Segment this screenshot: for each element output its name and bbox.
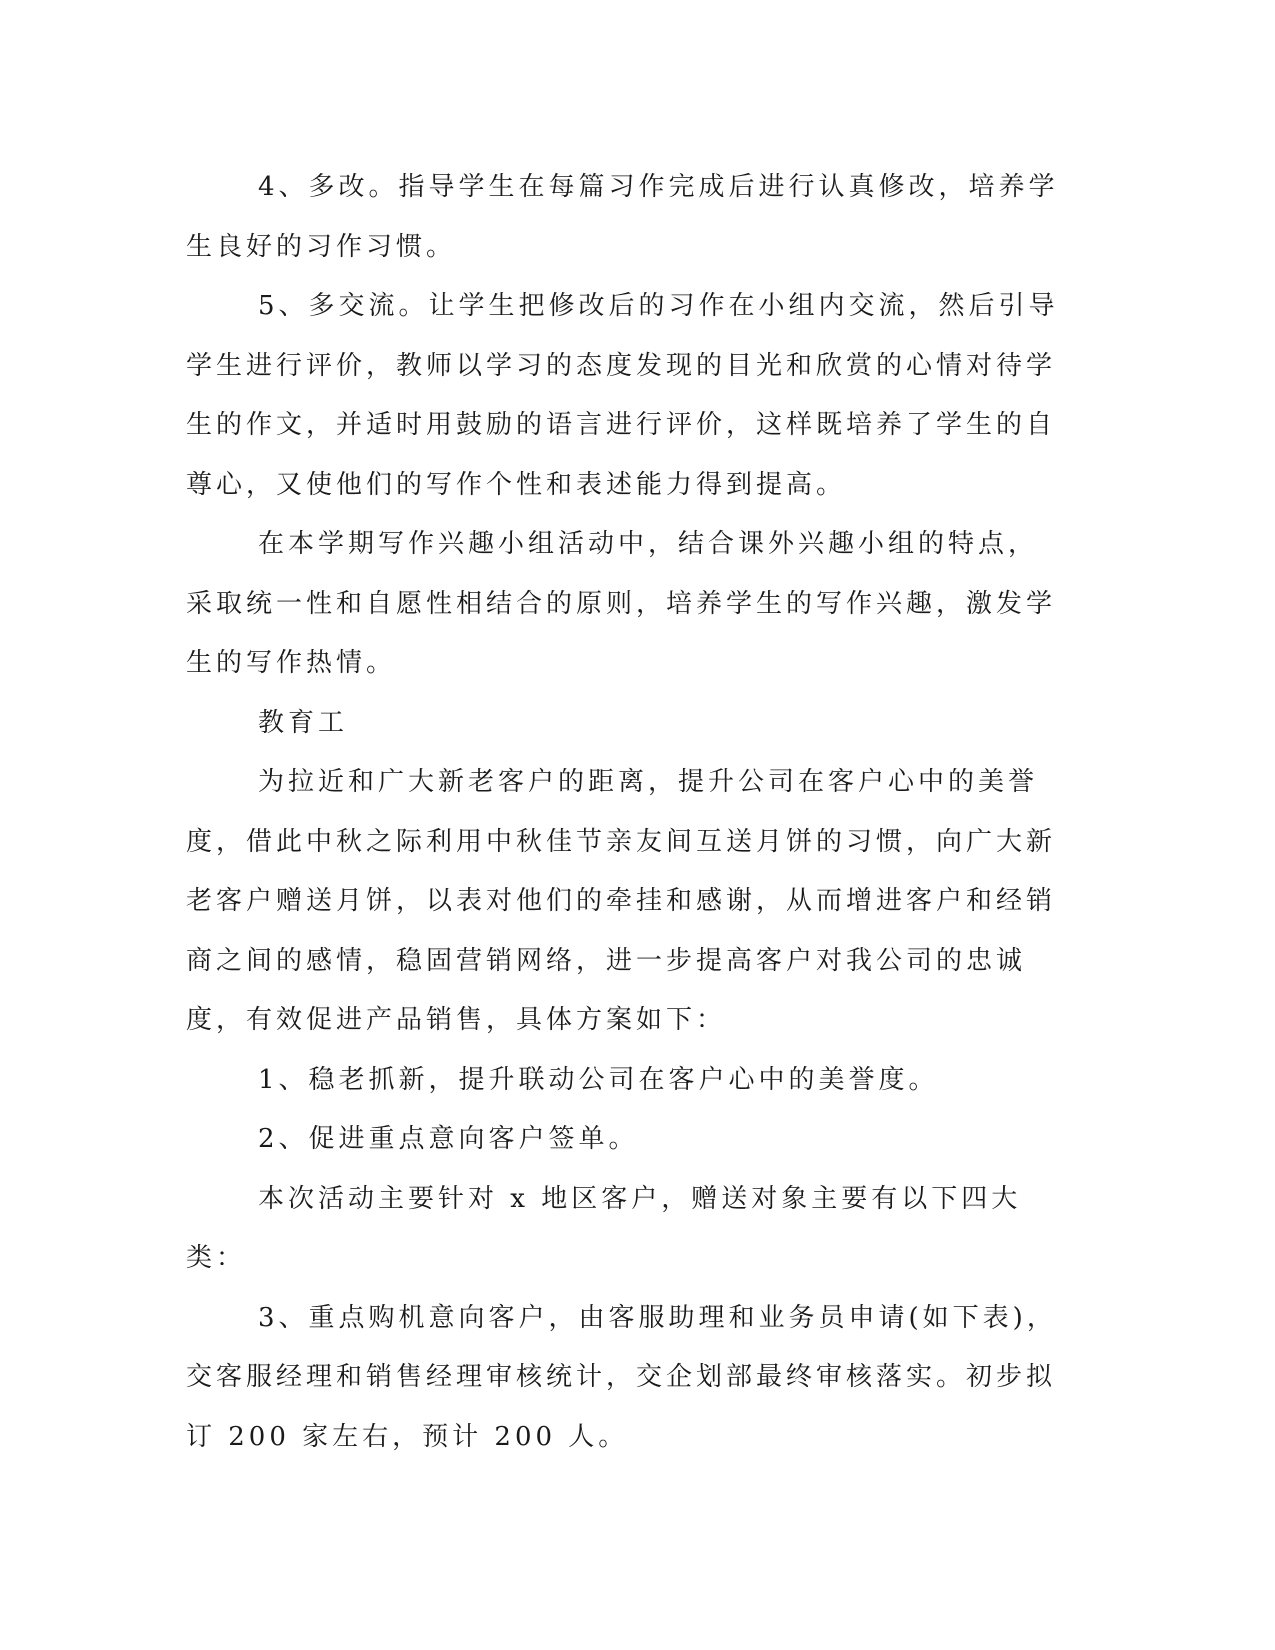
paragraph-target-customers: 本次活动主要针对 x 地区客户，赠送对象主要有以下四大类：	[186, 1183, 1022, 1273]
paragraph-revise: 4、多改。指导学生在每篇习作完成后进行认真修改，培养学生良好的习作习惯。	[186, 172, 1059, 262]
paragraph-exchange: 5、多交流。让学生把修改后的习作在小组内交流，然后引导学生进行评价，教师以学习的态度发现的目光和欣赏的心情对待学生的作文，并适时用鼓励的语言进行评价，这样既培养了学生的自尊心，又使他们的写作个性和表述能力得到提高。	[186, 291, 1059, 500]
paragraph-item-3: 3、重点购机意向客户，由客服助理和业务员申请(如下表)，交客服经理和销售经理审核统计，交企划部最终审核落实。初步拟订 200 家左右，预计 200 人。	[186, 1302, 1057, 1452]
paragraph-goal-1: 1、稳老抓新，提升联动公司在客户心中的美誉度。	[258, 1064, 939, 1095]
document-body	[186, 158, 1066, 1467]
paragraph-heading-education: 教育工	[258, 707, 349, 738]
paragraph-mid-autumn-intro: 为拉近和广大新老客户的距离，提升公司在客户心中的美誉度，借此中秋之际利用中秋佳节亲友间互送月饼的习惯，向广大新老客户赠送月饼，以表对他们的牵挂和感谢，从而增进客户和经销商之间的感情，稳固营销网络，进一步提高客户对我公司的忠诚度，有效促进产品销售，具体方案如下：	[186, 767, 1057, 1035]
paragraph-interest-group: 在本学期写作兴趣小组活动中，结合课外兴趣小组的特点，采取统一性和自愿性相结合的原则，培养学生的写作兴趣，激发学生的写作热情。	[186, 529, 1057, 678]
paragraph-goal-2: 2、促进重点意向客户签单。	[258, 1124, 639, 1154]
